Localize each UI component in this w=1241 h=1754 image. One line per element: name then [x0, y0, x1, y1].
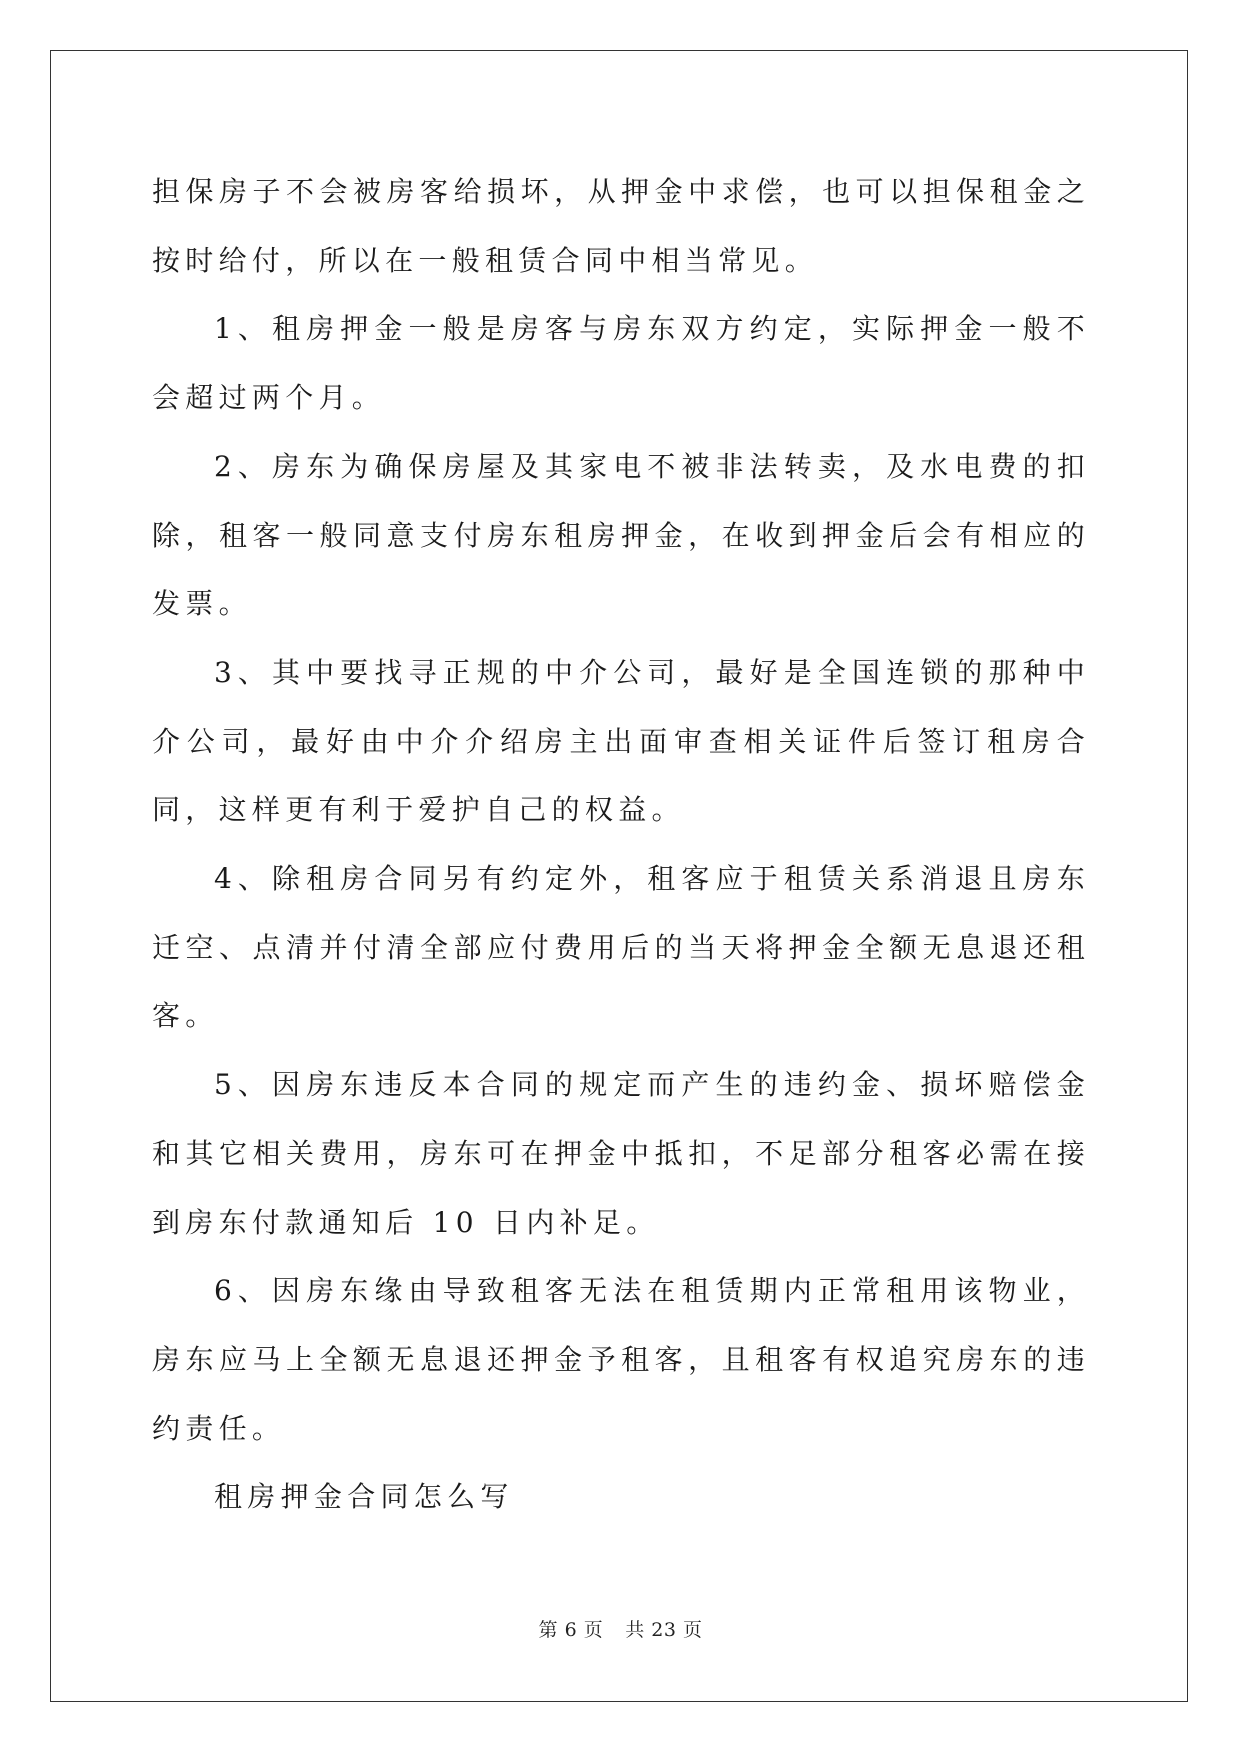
- paragraph-7: 6、因房东缘由导致租客无法在租赁期内正常租用该物业，房东应马上全额无息退还押金予租客，且租客有权追究房东的违约责任。: [152, 1274, 1090, 1445]
- section-heading: 租房押金合同怎么写: [214, 1480, 514, 1514]
- page-total: 共 23 页: [625, 1619, 703, 1641]
- paragraph-2: 1、租房押金一般是房客与房东双方约定，实际押金一般不会超过两个月。: [152, 312, 1090, 415]
- paragraph-6: 5、因房东违反本合同的规定而产生的违约金、损坏赔偿金和其它相关费用，房东可在押金中抵扣，不足部分租客必需在接到房东付款通知后 10 日内补足。: [152, 1068, 1090, 1239]
- page-number: 第 6 页: [538, 1619, 604, 1641]
- page-footer: [0, 1615, 1241, 1642]
- document-body: [152, 158, 1090, 1532]
- paragraph-3: 2、房东为确保房屋及其家电不被非法转卖，及水电费的扣除，租客一般同意支付房东租房押金，在收到押金后会有相应的发票。: [152, 449, 1090, 621]
- paragraph-1: 担保房子不会被房客给损坏，从押金中求偿，也可以担保租金之按时给付，所以在一般租赁合同中相当常见。: [152, 175, 1090, 277]
- paragraph-4: 3、其中要找寻正规的中介公司，最好是全国连锁的那种中介公司，最好由中介介绍房主出面审查相关证件后签订租房合同，这样更有利于爱护自己的权益。: [152, 655, 1090, 827]
- paragraph-5: 4、除租房合同另有约定外，租客应于租赁关系消退且房东迁空、点清并付清全部应付费用后的当天将押金全额无息退还租客。: [152, 862, 1090, 1033]
